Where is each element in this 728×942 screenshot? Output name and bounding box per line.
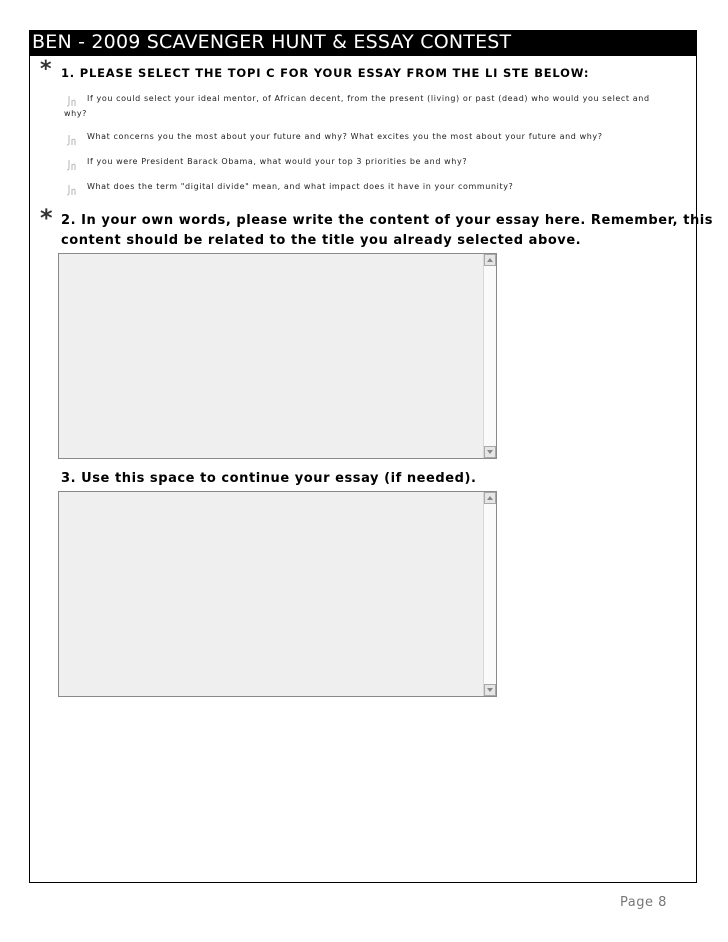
essay-continuation-textarea[interactable]: [58, 491, 497, 697]
scroll-down-arrow-icon[interactable]: [484, 446, 496, 458]
scroll-up-arrow-icon[interactable]: [484, 492, 496, 504]
survey-title-bar: [29, 30, 697, 56]
topic-option-1-label: If you could select your ideal mentor, of African decent, from the present (living) or past (dead) who would you select and: [87, 94, 650, 103]
topic-option-1-label-continued: why?: [64, 109, 87, 118]
topic-option-3-radio[interactable]: [66, 159, 76, 171]
essay-continuation-textarea-scrollbar[interactable]: [483, 492, 496, 696]
page-number: Page 8: [620, 895, 667, 910]
essay-textarea-scrollbar[interactable]: [483, 254, 496, 458]
topic-option-3-label: If you were President Barack Obama, what would your top 3 priorities be and why?: [87, 157, 468, 166]
topic-option-1-radio[interactable]: [66, 95, 76, 107]
topic-option-2-label: What concerns you the most about your future and why? What excites you the most about your future and why?: [87, 132, 603, 141]
survey-title: BEN - 2009 SCAVENGER HUNT & ESSAY CONTEST: [32, 31, 512, 53]
question-3-label: 3. Use this space to continue your essay (if needed).: [61, 471, 477, 486]
question-1-label: 1. PLEASE SELECT THE TOPI C FOR YOUR ESSAY FROM THE LI STE BELOW:: [61, 66, 590, 80]
question-2-label-line-1: 2. In your own words, please write the content of your essay here. Remember, this: [61, 213, 714, 228]
scroll-down-arrow-icon[interactable]: [484, 684, 496, 696]
essay-textarea[interactable]: [58, 253, 497, 459]
question-2-label-line-2: content should be related to the title you already selected above.: [61, 233, 582, 248]
scroll-up-arrow-icon[interactable]: [484, 254, 496, 266]
required-asterisk: *: [40, 204, 53, 232]
topic-option-2-radio[interactable]: [66, 134, 76, 146]
topic-option-4-label: What does the term "digital divide" mean, and what impact does it have in your community?: [87, 182, 514, 191]
required-asterisk: *: [40, 57, 52, 82]
topic-option-4-radio[interactable]: [66, 184, 76, 196]
